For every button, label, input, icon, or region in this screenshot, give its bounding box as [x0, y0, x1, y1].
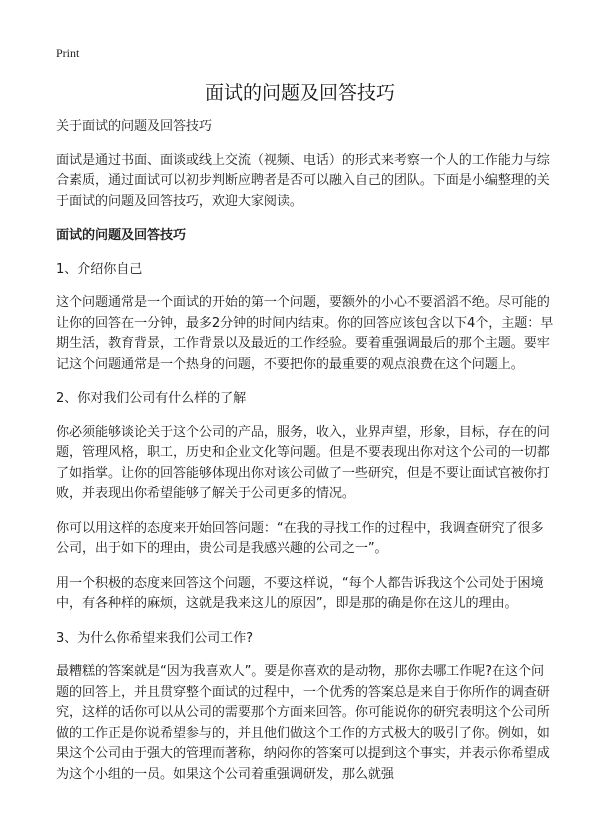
page-title: 面试的问题及回答技巧 [204, 82, 395, 104]
question-heading-2: 2、你对我们公司有什么样的了解 [56, 391, 247, 406]
question-heading-1: 1、介绍你自己 [56, 261, 143, 277]
answer-paragraph: 这个问题通常是一个面试的开始的第一个问题，要额外的小心不要滔滔不绝。尽可能的让你的回答在一分钟，最多2分钟的时间内结束。你的回答应该包含以下4个，主题：早期生活，教育背景，工作背景以及最近的工作经验。要着重强调最后的那个主题。要牢记这个问题通常是一个热身的问题，不要把你的最重要的观点浪费在这个问题上。 [56, 295, 554, 372]
intro-paragraph: 面试是通过书面、面谈或线上交流（视频、电话）的形式来考察一个人的工作能力与综合素质，通过面试可以初步判断应聘者是否可以融入自己的团队。下面是小编整理的关于面试的问题及回答技巧，欢迎大家阅读。 [56, 152, 550, 209]
answer-paragraph: 你可以用这样的态度来开始回答问题：“在我的寻找工作的过程中，我调查研究了很多公司，出于如下的理由，贵公司是我感兴趣的公司之一”。 [56, 520, 544, 556]
answer-paragraph: 最糟糕的答案就是“因为我喜欢人”。要是你喜欢的是动物，那你去哪工作呢?在这个问题的回答上，并且贯穿整个面试的过程中，一个优秀的答案总是来自于你所作的调查研究，这样的话你可以从公司的需要那个方面来回答。你可能说你的研究表明这个公司所做的工作正是你说希望参与的，并且他们做这个工作的方式极大的吸引了你。例如，如果这个公司由于强大的管理而著称，纳闷你的答案可以提到这个事实，并表示你希望成为这个小组的一员。如果这个公司着重强调研发，那么就强 [56, 664, 550, 782]
article-subtitle: 关于面试的问题及回答技巧 [56, 119, 212, 134]
answer-paragraph: 用一个积极的态度来回答这个问题，不要这样说，“每个人都告诉我这个公司处于困境中，有各种样的麻烦，这就是我来这儿的原因”，即是那的确是你在这儿的理由。 [56, 575, 544, 611]
print-label: Print [56, 46, 80, 60]
article-body [56, 117, 556, 785]
question-heading-3: 3、为什么你希望来我们公司工作? [56, 630, 253, 646]
answer-paragraph: 你必须能够谈论关于这个公司的产品，服务，收入，业界声望，形象，目标，存在的问题，管理风格，职工，历史和企业文化等问题。但是不要表现出你对这个公司的一切都了如指掌。让你的回答能够体现出你对该公司做了一些研究，但是不要让面试官被你打败，并表现出你希望能够了解关于公司更多的情况。 [56, 424, 550, 501]
section-heading: 面试的问题及回答技巧 [56, 228, 186, 243]
